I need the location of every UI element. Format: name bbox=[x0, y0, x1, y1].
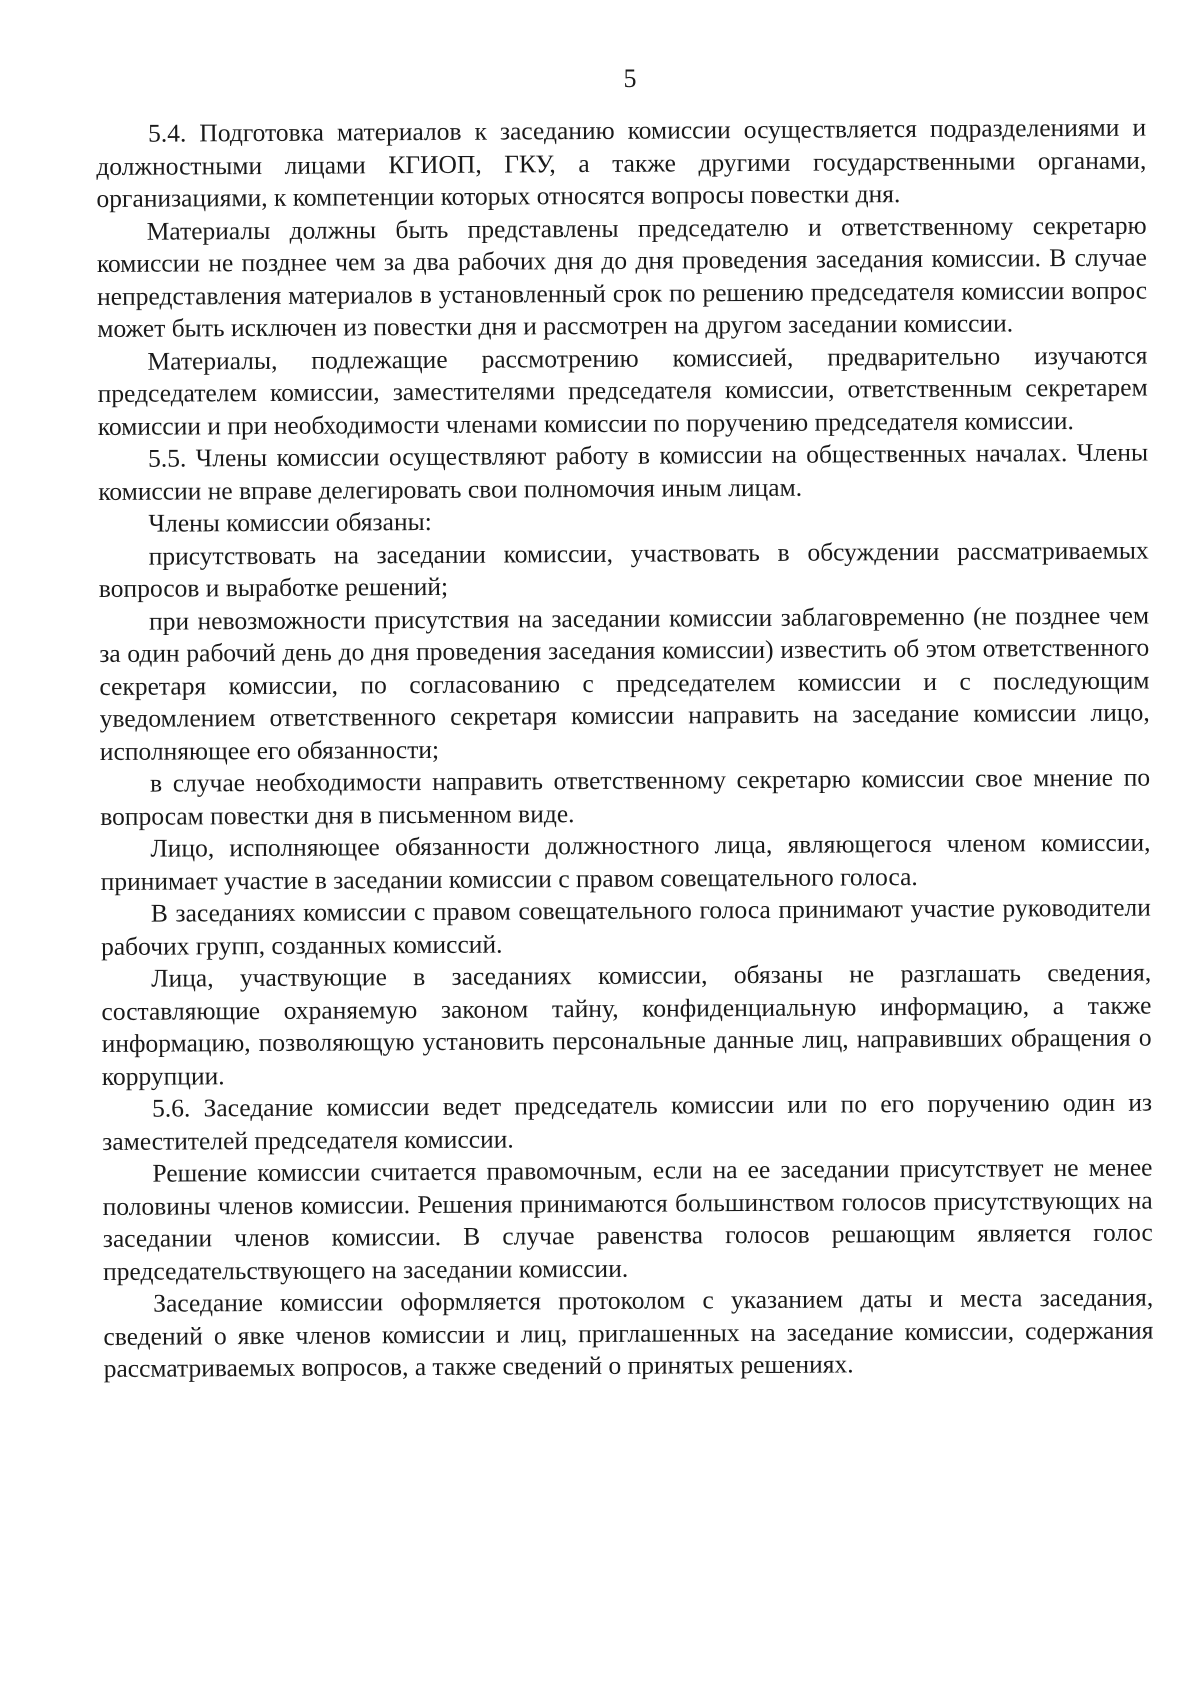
paragraph-5-6: 5.6. Заседание комиссии ведет председатель комиссии или по его поручению один из заместителей председателя комиссии. bbox=[102, 1087, 1153, 1156]
page-number: 5 bbox=[623, 64, 637, 93]
paragraph-5-4: 5.4. Подготовка материалов к заседанию комиссии осуществляется подразделениями и должностными лицами КГИОП, ГКУ, а также другими государственными органами, организациями, к компетенции которых относятся вопросы повестки дня. bbox=[96, 112, 1147, 213]
paragraph-working-groups: В заседаниях комиссии с правом совещательного голоса принимают участие руководители рабочих групп, созданных комиссий. bbox=[100, 892, 1151, 961]
paragraph-quorum: Решение комиссии считается правомочным, если на ее заседании присутствует не менее половины членов комиссии. Решения принимаются большинством голосов присутствующих на заседании членов комиссии. В случае равенства голосов решающим является голос председательствующего на заседании комиссии. bbox=[102, 1152, 1153, 1286]
paragraph-materials-deadline: Материалы должны быть представлены председателю и ответственному секретарю комиссии не позднее чем за два рабочих дня до дня проведения заседания комиссии. В случае непредставления материалов в установленный срок по решению председателя комиссии вопрос может быть исключен из повестки дня и рассмотрен на другом заседании комиссии. bbox=[96, 210, 1148, 343]
document-body bbox=[96, 112, 1154, 1386]
paragraph-obligation-notify: при невозможности присутствия на заседании комиссии заблаговременно (не позднее чем за один рабочий день до дня проведения заседания комиссии) известить об этом ответственного секретаря комиссии, по согласованию с председателем комиссии и с последующим уведомлением ответственного секретаря комиссии направить на заседание комиссии лицо, исполняющее его обязанности; bbox=[99, 600, 1150, 766]
paragraph-materials-review: Материалы, подлежащие рассмотрению комиссией, предварительно изучаются председателем комиссии, заместителями председателя комиссии, ответственным секретарем комиссии и при необходимости членами комиссии по поручению председателя комиссии. bbox=[97, 340, 1148, 441]
paragraph-acting-person: Лицо, исполняющее обязанности должностного лица, являющегося членом комиссии, принимает участие в заседании комиссии с правом совещательного голоса. bbox=[100, 827, 1151, 896]
paragraph-obligation-written-opinion: в случае необходимости направить ответственному секретарю комиссии свое мнение по вопросам повестки дня в письменном виде. bbox=[100, 762, 1151, 831]
paragraph-protocol: Заседание комиссии оформляется протоколом с указанием даты и места заседания, сведений о явке членов комиссии и лиц, приглашенных на заседание комиссии, содержания рассматриваемых вопросов, а также сведений о принятых решениях. bbox=[103, 1282, 1154, 1383]
paragraph-members-obliged: Члены комиссии обязаны: bbox=[148, 506, 432, 538]
paragraph-obligation-attend: присутствовать на заседании комиссии, участвовать в обсуждении рассматриваемых вопросов и выработке решений; bbox=[98, 535, 1149, 603]
paragraph-5-5: 5.5. Члены комиссии осуществляют работу в комиссии на общественных началах. Члены комиссии не вправе делегировать свои полномочия иным лицам. bbox=[98, 437, 1149, 506]
paragraph-confidentiality: Лица, участвующие в заседаниях комиссии, обязаны не разглашать сведения, составляющие охраняемую законом тайну, конфиденциальную информацию, а также информацию, позволяющую установить персональные данные лиц, направивших обращения о коррупции. bbox=[101, 957, 1152, 1091]
